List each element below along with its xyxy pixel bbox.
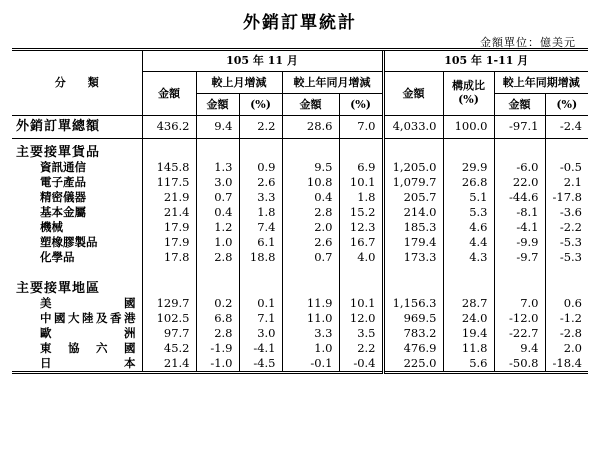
cell: 185.3: [383, 220, 443, 235]
cell: 18.8: [239, 250, 282, 265]
cell: -8.1: [494, 205, 545, 220]
row-label: 外銷訂單總額: [12, 115, 142, 138]
cell: 6.8: [196, 311, 239, 326]
cell: 15.2: [339, 205, 383, 220]
table-row: [12, 220, 588, 235]
row-label: 基本金屬: [40, 204, 86, 219]
row-label: 機械: [40, 219, 63, 234]
cell: 1.8: [339, 190, 383, 205]
section-heading: 主要接單地區: [16, 280, 101, 296]
cell: 4,033.0: [383, 115, 443, 138]
cell: 4.3: [443, 250, 494, 265]
cell: 100.0: [443, 115, 494, 138]
row-label: 中國大陸及香港: [40, 310, 136, 325]
cell: 3.3: [239, 190, 282, 205]
section-heading: 主要接單貨品: [16, 144, 101, 160]
share-header: 構成比 (%): [443, 71, 494, 115]
row-label: 美國: [40, 295, 136, 310]
cell: 12.3: [339, 220, 383, 235]
cell: 2.8: [196, 250, 239, 265]
cell: 11.8: [443, 341, 494, 356]
row-label: 歐洲: [40, 325, 136, 340]
cell: 10.1: [339, 296, 383, 311]
cell: 2.8: [196, 326, 239, 341]
cell: -4.5: [239, 356, 282, 373]
cell: -5.3: [545, 235, 588, 250]
cell: 3.3: [282, 326, 339, 341]
cell: 28.7: [443, 296, 494, 311]
period2-header: 105 年 1-11 月: [383, 51, 588, 71]
table-row: [12, 175, 588, 190]
cell: 6.9: [339, 160, 383, 175]
cell: 10.8: [282, 175, 339, 190]
cell: 0.1: [239, 296, 282, 311]
cell: 2.2: [339, 341, 383, 356]
cell: 1.0: [282, 341, 339, 356]
cell: 0.2: [196, 296, 239, 311]
cell: -2.8: [545, 326, 588, 341]
ytd-amount-header: 金額: [383, 71, 443, 115]
cell: -4.1: [239, 341, 282, 356]
cell: 1.3: [196, 160, 239, 175]
cell: 21.4: [142, 356, 196, 373]
cell: 4.0: [339, 250, 383, 265]
cell: -9.7: [494, 250, 545, 265]
cell: 0.4: [196, 205, 239, 220]
cell: -17.8: [545, 190, 588, 205]
cell: 117.5: [142, 175, 196, 190]
cell: 7.0: [339, 115, 383, 138]
cell: 6.1: [239, 235, 282, 250]
cell: 17.9: [142, 235, 196, 250]
cell: 2.0: [282, 220, 339, 235]
cell: -12.0: [494, 311, 545, 326]
cell: 145.8: [142, 160, 196, 175]
cell: -6.0: [494, 160, 545, 175]
cell: -0.4: [339, 356, 383, 373]
cell: -9.9: [494, 235, 545, 250]
row-label: 電子產品: [40, 174, 86, 189]
cell: 2.1: [545, 175, 588, 190]
cell: -0.1: [282, 356, 339, 373]
total-row: [12, 115, 588, 138]
category-header: 分 類: [12, 51, 142, 115]
cell: 10.1: [339, 175, 383, 190]
cell: 16.7: [339, 235, 383, 250]
cell: 1.0: [196, 235, 239, 250]
cell: 11.0: [282, 311, 339, 326]
row-label: 日本: [40, 355, 136, 370]
cell: 19.4: [443, 326, 494, 341]
table-row: [12, 326, 588, 341]
cell: 476.9: [383, 341, 443, 356]
cell: -2.4: [545, 115, 588, 138]
regions-heading-row: [12, 281, 588, 296]
cell: 17.9: [142, 220, 196, 235]
cell: -1.2: [545, 311, 588, 326]
cell: -97.1: [494, 115, 545, 138]
table-row: [12, 235, 588, 250]
cell: 45.2: [142, 341, 196, 356]
cell: 9.5: [282, 160, 339, 175]
cell: 1,156.3: [383, 296, 443, 311]
cell: 225.0: [383, 356, 443, 373]
cell: 1.8: [239, 205, 282, 220]
cell: -5.3: [545, 250, 588, 265]
cell: 26.8: [443, 175, 494, 190]
cell: -2.2: [545, 220, 588, 235]
ytd-yoy-amount-header: 金額: [494, 93, 545, 115]
table-row: [12, 296, 588, 311]
cell: 7.0: [494, 296, 545, 311]
cell: 2.2: [239, 115, 282, 138]
cell: 5.1: [443, 190, 494, 205]
cell: 179.4: [383, 235, 443, 250]
yoy-pct-header: (%): [339, 93, 383, 115]
cell: 783.2: [383, 326, 443, 341]
mom-pct-header: (%): [239, 93, 282, 115]
cell: -50.8: [494, 356, 545, 373]
cell: 9.4: [196, 115, 239, 138]
period1-header: 105 年 11 月: [142, 51, 383, 71]
cell: 4.4: [443, 235, 494, 250]
goods-heading-row: [12, 145, 588, 160]
cell: 12.0: [339, 311, 383, 326]
cell: -44.6: [494, 190, 545, 205]
cell: 1.2: [196, 220, 239, 235]
table-row: [12, 311, 588, 326]
cell: -1.0: [196, 356, 239, 373]
yoy-header: 較上年同月增減: [282, 71, 383, 93]
cell: 21.9: [142, 190, 196, 205]
mom-header: 較上月增減: [196, 71, 282, 93]
export-orders-table: [12, 48, 588, 374]
unit-note: 金額單位：億美元: [480, 36, 576, 49]
cell: 173.3: [383, 250, 443, 265]
cell: 5.6: [443, 356, 494, 373]
cell: 0.7: [282, 250, 339, 265]
cell: -18.4: [545, 356, 588, 373]
table-body: [12, 50, 588, 160]
row-label: 東協六國: [40, 340, 136, 355]
cell: 29.9: [443, 160, 494, 175]
cell: 4.6: [443, 220, 494, 235]
cell: -0.5: [545, 160, 588, 175]
cell: 28.6: [282, 115, 339, 138]
ytd-yoy-header: 較上年同期增減: [494, 71, 588, 93]
table-row: [12, 341, 588, 356]
cell: 2.6: [282, 235, 339, 250]
cell: 2.6: [239, 175, 282, 190]
table-row: [12, 160, 588, 175]
cell: 2.8: [282, 205, 339, 220]
cell: 969.5: [383, 311, 443, 326]
cell: 1,079.7: [383, 175, 443, 190]
cell: 436.2: [142, 115, 196, 138]
cell: 3.0: [196, 175, 239, 190]
cell: -22.7: [494, 326, 545, 341]
ytd-yoy-pct-header: (%): [545, 93, 588, 115]
row-label: 化學品: [40, 249, 75, 264]
cell: 22.0: [494, 175, 545, 190]
cell: 0.6: [545, 296, 588, 311]
table-row: [12, 250, 588, 265]
region-rows: [12, 296, 588, 373]
goods-rows: [12, 160, 588, 265]
cell: 7.1: [239, 311, 282, 326]
cell: 0.7: [196, 190, 239, 205]
cell: -3.6: [545, 205, 588, 220]
cell: 21.4: [142, 205, 196, 220]
cell: 3.0: [239, 326, 282, 341]
row-label: 資訊通信: [40, 159, 86, 174]
row-label: 精密儀器: [40, 189, 86, 204]
cell: 2.0: [545, 341, 588, 356]
cell: 129.7: [142, 296, 196, 311]
cell: 7.4: [239, 220, 282, 235]
cell: 102.5: [142, 311, 196, 326]
cell: 205.7: [383, 190, 443, 205]
cell: 1,205.0: [383, 160, 443, 175]
cell: 5.3: [443, 205, 494, 220]
cell: 24.0: [443, 311, 494, 326]
page-title: 外銷訂單統計: [243, 13, 357, 33]
mom-amount-header: 金額: [196, 93, 239, 115]
yoy-amount-header: 金額: [282, 93, 339, 115]
row-label: 塑橡膠製品: [40, 234, 98, 249]
cell: 9.4: [494, 341, 545, 356]
cell: 3.5: [339, 326, 383, 341]
cell: 0.9: [239, 160, 282, 175]
cell: 11.9: [282, 296, 339, 311]
table-row: [12, 356, 588, 373]
cell: -1.9: [196, 341, 239, 356]
amount-header: 金額: [142, 71, 196, 115]
cell: 97.7: [142, 326, 196, 341]
table-row: [12, 190, 588, 205]
cell: 17.8: [142, 250, 196, 265]
cell: -4.1: [494, 220, 545, 235]
cell: 0.4: [282, 190, 339, 205]
table-row: [12, 205, 588, 220]
cell: 214.0: [383, 205, 443, 220]
